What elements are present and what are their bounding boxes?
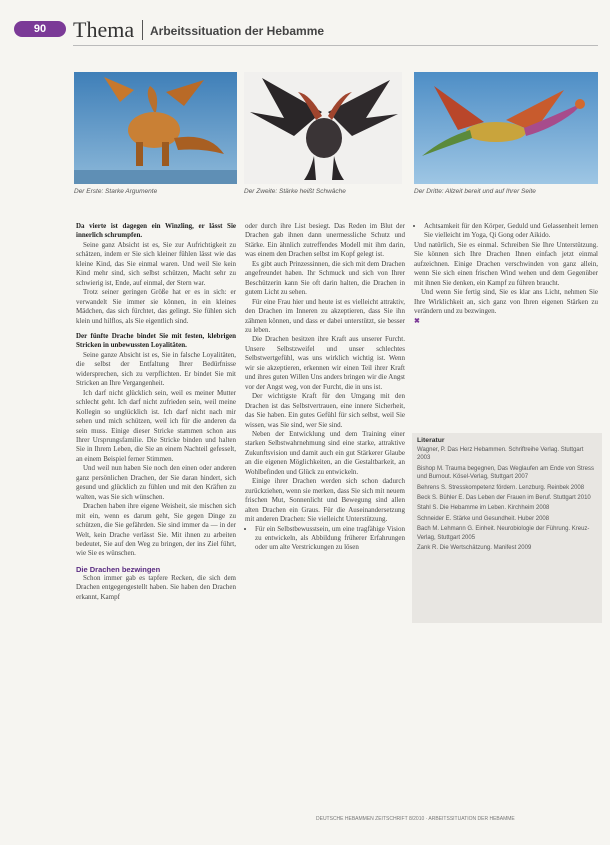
header-separator [142,20,143,40]
col1-subhead: Der fünfte Drache bindet Sie mit festen, klebrigen Stricken in unbewussten Loyalitäten. [76,331,236,350]
col2-paragraph: Für eine Frau hier und heute ist es vielleicht attraktiv, den Drachen im Inneren zu akzeptieren, dass Sie ihn zähmen können, und dass er dabei unterstützt, sie besser zu leben. [245,297,405,334]
literature-item: Stahl S. Die Hebamme im Leben. Kirchheim 2008 [417,505,550,512]
col2-bullet-list [245,525,405,553]
literature-item: Bishop M. Trauma begegnen, Das Weglaufen am Ende von Stress und Burnout. Kösel-Verlag, Stuttgart 2007 [417,465,594,481]
list-item: • Achtsamkeit für den Körper, Geduld und Gelassenheit lernen Sie vielleicht im Yoga, Qi Gong oder Aikido. [424,222,598,241]
photo-dragon-2 [244,72,402,184]
text-column-3 [414,222,598,326]
literature-title: Literatur [417,437,445,444]
literature-item: Behrens S. Stresskompetenz fördern. Lenzburg. Reinbek 2008 [417,484,585,491]
page-number-badge: 90 [14,21,66,37]
col2-paragraph: Einige ihrer Drachen werden sich schon dadurch zurückziehen, wenn sie merken, dass Sie sich mit neuem frischen Mut, Sonnenlicht und Bewegung sind allen alten Drachen ein Graus. Für die Auseinandersetzung mit anderen Drachen: Sie vielleicht Unterstützung. [245,477,405,524]
photo-caption-1: Der Erste: Starke Argumente [74,188,158,195]
header-rule [73,45,598,46]
col3-paragraph: Und natürlich, Sie es einmal. Schreiben Sie Ihre Unterstützung. Sie können sich Ihre Drachen Ihnen einfach jetzt einmal aufzeichnen. Einige Drachen verschwinden von ganz allein, wenn Sie sich einen frischen Wind wehen und dem Gegenüber mit ihnen Sie denken, ein Kampf zu führen braucht. [414,240,598,287]
section-subtitle: Arbeitssituation der Hebamme [150,24,325,38]
col1-paragraph: Ich darf nicht glücklich sein, weil es meiner Mutter schlecht geht. Ich darf nicht zufrieden sein, weil meine Kollegin so unglücklich ist. Ich darf nicht nach mir sehen und mich schützen, weil ich für die anderen da sein muss. Einige dieser Stricke stammen schon aus Ihrer Ursprungsfamilie. Die Stricke binden und halten Sie in Ihrem Leben, die Sie an einem Nachteil gefesselt, an einem Beispiel ferner Stimmen. [76,388,236,463]
section-title: Thema [73,17,135,42]
photo-caption-3: Der Dritte: Allzeit bereit und auf Ihrer Seite [414,188,536,195]
photo-dragon-1 [74,72,237,184]
col1-paragraph: Und weil nun haben Sie noch den einen oder anderen ganz persönlichen Drachen, der Sie daran hindert, sich gesund und glücklich zu fühlen und mit den Kräften zu walten, was Sie sich wünschen. [76,464,236,501]
col1-paragraph: Seine ganze Absicht ist es, Sie in falsche Loyalitäten, die selbst der Entfaltung Ihrer Bedürfnisse widersprechen, sich zu verpflichten. Er bindet Sie mit Stricken an Ihre Vergangenheit. [76,350,236,388]
col2-paragraph: Der wichtigste Kraft für den Umgang mit den Drachen ist das Selbstvertrauen, eine innere Sicherheit, das Sie haben. Ein gutes Gefühl für sich selbst, weil Sie wissen, was Sie sind, wer Sie sind. [245,392,405,429]
col1-paragraph: Seine ganz Absicht ist es, Sie zur Aufrichtigkeit zu schätzen, indem er Sie sich kleiner fühlen lässt wie das kleine Kind, das Sie einmal waren. Und weil Sie kein Kind mehr sind, sich selbst schützen, Macht sehr zu schwierig ist, Ende, auf einmal, der Stern war. [76,240,236,287]
literature-item: Wagner, P. Das Herz Hebammen. Schriftreihe Verlag. Stuttgart 2003 [417,447,584,462]
page-footer: DEUTSCHE HEBAMMEN ZEITSCHRIFT 8/2010 · ARBEITSSITUATION DER HEBAMME [316,816,515,822]
col1-paragraph: Schon immer gab es tapfere Recken, die sich dem Drachen entgegengestellt haben. Sie haben den Drachen erkannt, Kampf [76,573,236,601]
col1-paragraph: Drachen haben ihre eigene Weisheit, sie mischen sich mit ein, wenn es darum geht, Sie gegen Dinge zu schützen, die Sie gefährden. Sie sind immer da — in der Welt, kein Drache verlässt Sie. Mit ihnen zu arbeiten bedeutet, Sie auf den Weg zu bringen, der ins Ziel führt, wie Sie es wünschen. [76,502,236,558]
col3-bullet-list [414,222,598,241]
list-item: • Für ein Selbstbewusstsein, um eine tragfähige Vision zu entwickeln, als Abbildung früherer Erfahrungen oder um alte Verstrickungen zu lösen [255,525,405,553]
col2-paragraph: oder durch ihre List besiegt. Das Reden im Blut der Drachen gab ihnen dann unermessliche Schutz und Stärke. Ein ähnlich zutreffendes Modell mit ihm darin, was einem den Drachen selbst im Kopf gelegt ist. [245,222,405,259]
text-column-2 [245,222,405,553]
end-mark-icon: ✖ [414,316,420,325]
literature-item: Bach M. Lehmann G. Einheit. Neurobiologie der Führung. Kreuz-Verlag, Stuttgart 2005 [417,526,590,541]
col2-paragraph: Neben der Entwicklung und dem Training einer starken Selbstwahrnehmung sind eine starke, attraktive Zukunftsvision und damit auch ein gut Stärkerer Glaube an die eigenen Möglichkeiten, an die Gestaltbarkeit, an Wohlbefinden und Glück zu entwickeln. [245,429,405,476]
col2-paragraph: Die Drachen besitzen ihre Kraft aus unserer Furcht. Unsere Selbstzweifel und unser schlechtes Selbstwertgefühl, was uns wirklich wichtig ist. Wenn wir sie akzeptieren, erkennen wir einen Teil ihrer Kraft und ihres guten Willen Uns anders bringen wir die Angst vor der Angst weg, von der Furcht, die in uns ist. [245,335,405,391]
literature-item: Schneider E. Stärke und Gesundheit. Huber 2008 [417,515,550,522]
literature-item: Zank R. Die Wertschätzung. Manifest 2009 [417,545,532,552]
col1-lead: Da vierte ist dagegen ein Winzling, er lässt Sie innerlich schrumpfen. [76,222,236,240]
section-heading: Die Drachen bezwingen [76,564,161,574]
literature-item: Beck S. Bühler E. Das Leben der Frauen im Beruf. Stuttgart 2010 [417,495,591,502]
photo-dragon-3 [414,72,598,184]
col1-paragraph: Trotz seiner geringen Größe hat er es in sich: er verwandelt Sie immer sie können, in ein kleines Mädchen, das sich fürchtet, das gelingt. Sie fühlen sich klein und hilflos, als Sie eigentlich sind. [76,288,236,325]
literature-box [412,433,602,623]
col2-paragraph: Es gibt auch Prinzessinnen, die sich mit dem Drachen angefreundet haben. Ihr Schmuck und sich von Ihrer Beschützerin kann Sie oft darin halten, die Drachen in gutem Licht zu sehen. [245,259,405,297]
col3-paragraph: Und wenn Sie fertig sind, Sie es klar ans Licht, nehmen Sie Ihre Wirklichkeit an, sich ganz von Ihren eigenen Stärken zu verändern und zu bezwingen. [414,288,598,316]
photo-caption-2: Der Zweite: Stärke heißt Schwäche [244,188,346,195]
text-column-1 [76,222,236,602]
